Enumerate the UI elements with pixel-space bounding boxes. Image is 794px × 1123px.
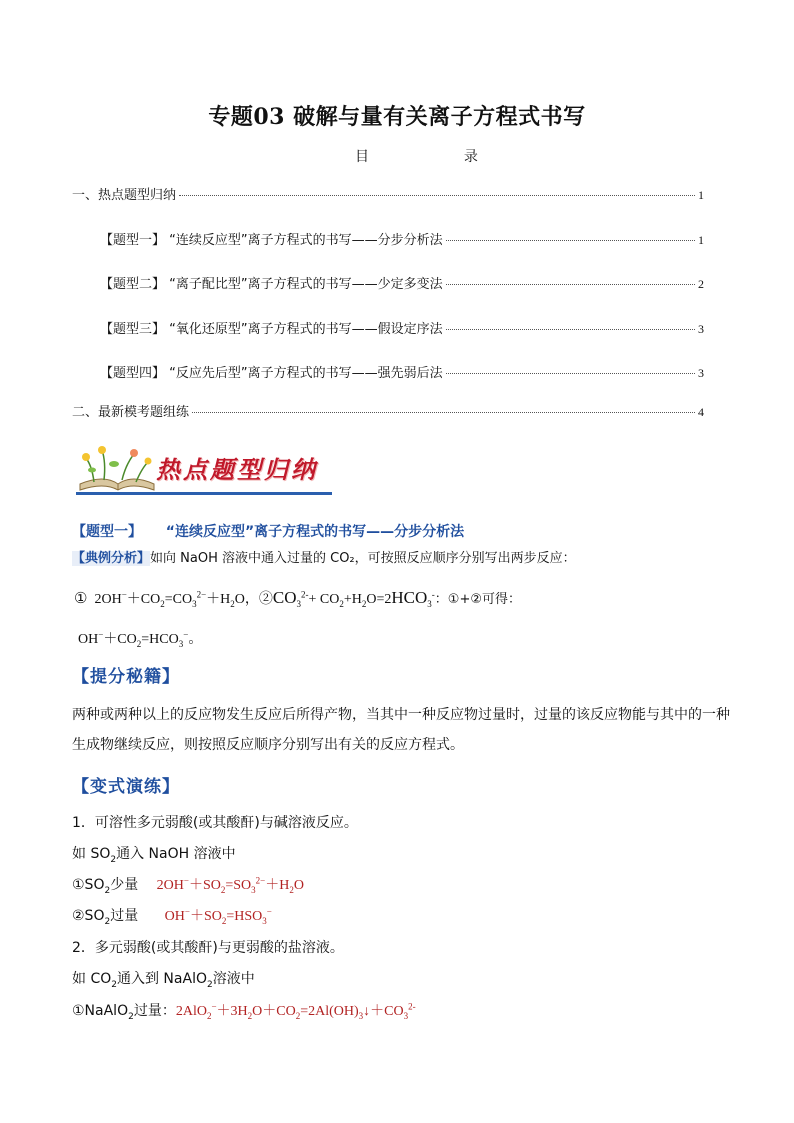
toc-entry-page: 4 [698,405,704,419]
page-title: 专题03 破解与量有关离子方程式书写 [208,104,586,130]
case-label: 过量 [110,908,139,924]
example-text: 如向 NaOH 溶液中通入过量的 CO₂，可按照反应顺序分别写出两步反应： [150,551,576,566]
practice-item-2: 2．多元弱酸(或其酸酐)与更弱酸的盐溶液。 [72,940,344,956]
toc-entry-6[interactable] [72,401,704,420]
case-label: ①SO [72,877,105,893]
toc-entry-page: 3 [698,366,704,380]
example-tag: 【典例分析】 [72,551,151,566]
toc-entry-label: 二、最新模考题组练 [72,405,190,420]
toc-entry-label: 【题型一】 “连续反应型”离子方程式的书写——分步分析法 [100,233,443,248]
text-part: 通入 NaOH 溶液中 [116,846,236,862]
type1-title: “连续反应型”离子方程式的书写——分步分析法 [165,524,465,540]
case-3-equation: $2AlO_2^-+3H_2O+CO_2=2Al(OH)_3↓+CO_3^{2-}$ [175,1001,416,1021]
practice-item-1-sub: 如 $SO_2$通入 NaOH 溶液中 [72,846,236,865]
equation-2: $CO_3^{2-}+ CO_2+H_2O=2HCO_3^-$ [272,588,435,609]
equation-separator: ，② [244,592,273,607]
case-label: ①NaAlO [72,1003,129,1019]
toc-heading [355,146,478,166]
type1-heading [72,521,464,541]
text-part: 溶液中 [212,971,255,987]
toc-entry-label: 一、热点题型归纳 [72,188,177,203]
type1-tag: 【题型一】 [72,524,142,540]
banner-title: 热点题型归纳 [156,455,318,484]
case-label: ②SO [72,908,105,924]
equation-result-end: 。 [188,632,203,647]
practice-item-1: 1．可溶性多元弱酸(或其酸酐)与碱溶液反应。 [72,815,358,831]
practice-case-1: $①SO_2$少量 $2OH^-+SO_2=SO_3^{2-}+H_2O$ [72,875,304,896]
toc-heading-right: 录 [463,149,478,165]
toc-heading-left: 目 [355,149,369,165]
case-1-equation: $2OH^-+SO_2=SO_3^{2-}+H_2O$ [156,875,304,895]
practice-heading: 【变式演练】 [72,777,180,797]
example-equations [74,588,521,609]
practice-item-2-sub: 如 $CO_2$通入到 NaAlO$_2$溶液中 [72,971,255,990]
circled-1: ① [74,591,88,607]
toc-entry-label: 【题型四】 “反应先后型”离子方程式的书写——强先弱后法 [100,366,443,381]
toc-entry-page: 3 [698,322,704,336]
case-2-equation: $OH^-+SO_2=HSO_3^-$ [164,906,272,926]
equation-sum-note: ：①+②可得： [434,592,521,607]
equation-result: $OH^-+CO_2=HCO_3^-$。 [78,629,203,649]
toc-entry-page: 2 [698,277,704,291]
text-part: 如 SO [72,846,111,862]
section-banner [74,444,334,496]
practice-case-3: ①NaAlO$_2$过量：$2AlO_2^-+3H_2O+CO_2=2Al(OH)_3↓+CO_3^{2-}$ [72,1001,416,1022]
toc-entry-2[interactable] [100,229,704,248]
practice-case-2: $②SO_2$过量 $OH^-+SO_2=HSO_3^-$ [72,906,272,927]
case-label: 少量 [110,877,139,893]
toc-entry-4[interactable] [100,318,704,337]
toc-entry-label: 【题型三】 “氧化还原型”离子方程式的书写——假设定序法 [100,322,443,337]
case-label: 过量： [133,1003,176,1019]
tips-text: 两种或两种以上的反应物发生反应后所得产物，当其中一种反应物过量时，过量的该反应物能与其中的一种生成物继续反应，则按照反应顺序分别写出有关的反应方程式。 [72,707,730,753]
toc-entry-1[interactable] [72,184,704,203]
toc-entry-page: 1 [698,233,704,247]
toc-entry-label: 【题型二】 “离子配比型”离子方程式的书写——少定多变法 [100,277,443,292]
text-part: 通入到 NaAlO [116,971,207,987]
text-part: 如 CO [72,971,112,987]
toc-entry-page: 1 [698,188,704,202]
equation-1: $2OH^-+CO_2=CO_3^{2-}+H_2O$ [90,589,245,609]
tips-heading: 【提分秘籍】 [72,667,180,687]
example-line [72,547,576,566]
toc-entry-5[interactable] [100,362,704,381]
toc-entry-3[interactable] [100,273,704,292]
